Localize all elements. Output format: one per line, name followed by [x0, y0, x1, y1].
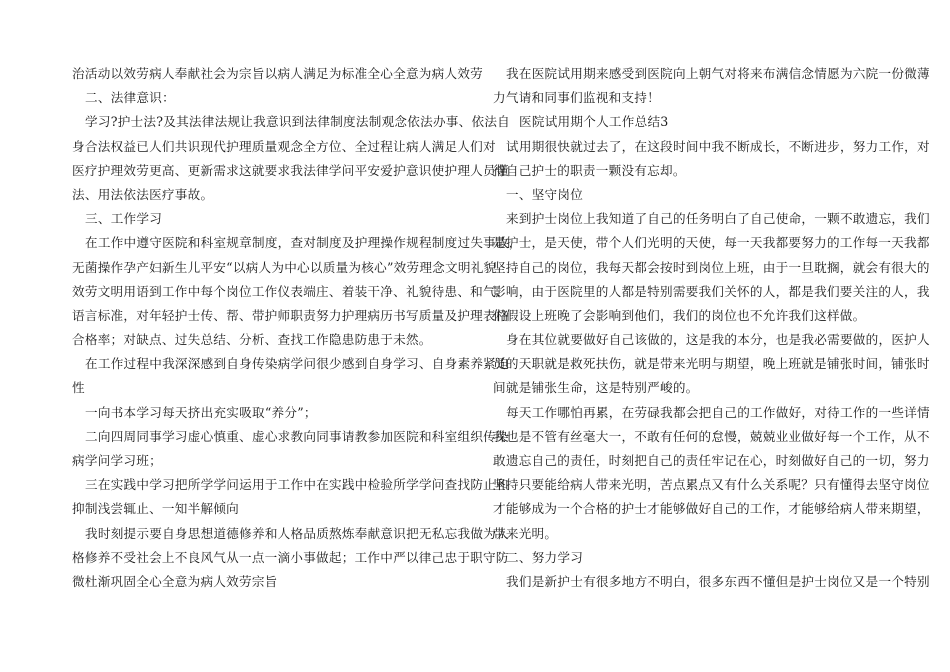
text-line: 我也是不管有丝毫大一，不敢有任何的怠慢，兢兢业业做好每一个工作，从不	[493, 428, 930, 444]
text-line: 在工作过程中我深深感到自身传染病学问很少感到自身学习、自身素养紧迫	[85, 356, 509, 372]
text-line: 学习?护士法?及其法律法规让我意识到法律制度法制观念依法办事、依法自	[85, 114, 511, 130]
text-line: 性	[72, 380, 85, 396]
text-line: 带来光明。	[493, 525, 558, 541]
text-line: 医院试用期个人工作总结3	[519, 114, 669, 130]
text-line: 语言标准，对年轻护士传、帮、带护师职责努力护理病历书写质量及护理表格	[72, 307, 509, 323]
text-line: 们假设上班晚了会影响到他们，我们的岗位也不允许我们这样做。	[493, 307, 866, 323]
text-line: 来到护士岗位上我知道了自己的任务明白了自己使命，一颗不敢遗忘，我们	[506, 211, 930, 227]
text-line: 三在实践中学习把所学学问运用于工作中在实践中检验所学学问查找防止和	[85, 477, 509, 493]
text-line: 身合法权益已人们共识现代护理质量观念全方位、全过程让病人满足人们对	[72, 138, 496, 154]
text-line: 身在其位就要做好自己该做的，这是我的本分，也是我必需要做的，医护人	[506, 332, 930, 348]
text-line: 法、用法依法医疗事故。	[72, 186, 214, 202]
text-line: 一、坚守岗位	[506, 186, 584, 202]
text-line: 每天工作哪怕再累，在劳碌我都会把自己的工作做好，对待工作的一些详情	[506, 404, 930, 420]
text-line: 格修养不受社会上不良风气从一点一滴小事做起；工作中严以律己忠于职守防	[72, 549, 509, 565]
text-line: 坚持自己的岗位，我每天都会按时到岗位上班，由于一旦耽搁，就会有很大的	[493, 259, 930, 275]
text-line: 力气请和同事们监视和支持！	[493, 90, 660, 106]
text-line: 三、工作学习	[85, 211, 163, 227]
text-line: 一向书本学习每天挤出充实吸取“养分”；	[85, 404, 317, 420]
text-line: 试用期很快就过去了，在这段时间中我不断成长，不断进步，努力工作，对	[506, 138, 930, 154]
text-line: 效劳文明用语到工作中每个岗位工作仪表端庄、着装干净、礼貌待患、和气、	[72, 283, 509, 299]
text-line: 二、努力学习	[506, 549, 584, 565]
right-column	[493, 62, 930, 594]
text-line: 坚持只要能给病人带来光明，苦点累点又有什么关系呢？只有懂得去坚守岗位	[493, 477, 930, 493]
text-line: 病学问学习班；	[72, 453, 162, 468]
text-line: 微杜渐巩固全心全意为病人效劳宗旨	[72, 573, 278, 589]
text-line: 才能够成为一个合格的护士才能够做好自己的工作，才能够给病人带来期望，	[493, 501, 930, 517]
text-line: 我们是新护士有很多地方不明白，很多东西不懂但是护士岗位又是一个特别	[506, 573, 930, 589]
text-line: 合格率；对缺点、过失总结、分析、查找工作隐患防患于未然。	[72, 332, 432, 348]
text-line: 医疗护理效劳更高、更新需求这就要求我法律学问平安爱护意识使护理人员懂	[72, 162, 509, 178]
text-line: 在工作中遵守医院和科室规章制度，查对制度及护理操作规程制度过失事故，	[85, 235, 522, 251]
text-line: 抑制浅尝辄止、一知半解倾向	[72, 501, 239, 517]
text-line: 我时刻提示要自身思想道德修养和人格品质熬炼奉献意识把无私忘我做为人	[85, 525, 509, 541]
text-line: 二、法律意识：	[85, 90, 175, 106]
text-line: 敢遗忘自己的责任，时刻把自己的责任牢记在心，时刻做好自己的一切，努力	[493, 453, 930, 468]
left-column	[72, 62, 522, 594]
text-line: 影响，由于医院里的人都是特别需要我们关怀的人，都是我们要关注的人，我	[493, 283, 930, 299]
text-line: 待自己护士的职责一颗没有忘却。	[493, 162, 686, 178]
text-line: 我在医院试用期来感受到医院向上朝气对将来布满信念情愿为六院一份微薄	[506, 66, 930, 81]
text-line: 员的天职就是救死扶伤，就是带来光明与期望，晚上班就是铺张时间，铺张时	[493, 356, 930, 372]
text-line: 治活动以效劳病人奉献社会为宗旨以病人满足为标准全心全意为病人效劳	[72, 66, 483, 81]
text-line: 是护士，是天使，带个人们光明的天使，每一天我都要努力的工作每一天我都	[493, 235, 930, 251]
text-line: 二向四周同事学习虚心慎重、虚心求教向同事请教参加医院和科室组织传染	[85, 428, 509, 444]
text-line: 无菌操作孕产妇新生儿平安“以病人为中心以质量为核心”效劳理念文明礼貌	[72, 259, 497, 275]
text-line: 间就是铺张生命，这是特别严峻的。	[493, 380, 699, 396]
